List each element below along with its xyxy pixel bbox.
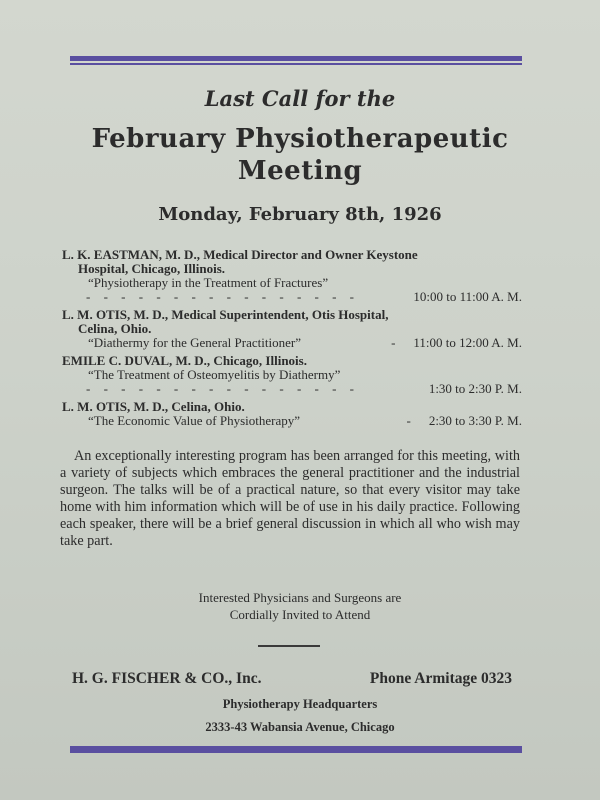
talk-time-row	[62, 382, 522, 396]
speaker-affiliation: Hospital, Chicago, Illinois.	[78, 261, 225, 276]
talk-time-row	[62, 414, 522, 428]
talk-time: 1:30 to 2:30 P. M.	[428, 381, 522, 396]
speaker-name: L. M. OTIS, M. D., Celina, Ohio.	[62, 399, 245, 414]
talk-title: “The Economic Value of Physiotherapy”	[88, 413, 301, 428]
company-address: 2333-43 Wabansia Avenue, Chicago	[205, 720, 395, 734]
talk-time: 10:00 to 11:00 A. M.	[413, 289, 522, 304]
company-tagline: Physiotherapy Headquarters	[222, 697, 378, 711]
dotted-leader: - - - - - - - - - - - - - - - -	[86, 382, 360, 396]
speaker-affiliation: Celina, Ohio.	[78, 321, 152, 336]
talk-title: “Diathermy for the General Practitioner”	[88, 335, 301, 350]
top-border-rule	[70, 56, 522, 65]
speaker-name: L. K. EASTMAN, M. D., Medical Director and Owner Keystone	[62, 247, 418, 262]
speaker-entry	[62, 308, 522, 350]
company-name: H. G. FISCHER & CO., Inc.	[72, 670, 262, 687]
company-row	[72, 670, 512, 688]
meeting-date: Monday, February 8th, 1926	[158, 204, 442, 225]
talk-time: 2:30 to 3:30 P. M.	[428, 413, 522, 428]
talk-time: 11:00 to 12:00 A. M.	[413, 335, 522, 350]
speaker-list	[62, 248, 522, 432]
speaker-name: EMILE C. DUVAL, M. D., Chicago, Illinois.	[62, 353, 307, 368]
invitation-line-1: Interested Physicians and Surgeons are	[198, 590, 402, 605]
speaker-entry	[62, 248, 522, 304]
title-line-1: February Physiotherapeutic	[91, 124, 509, 154]
talk-title: “Physiotherapy in the Treatment of Fractures”	[88, 275, 329, 290]
talk-title: “The Treatment of Osteomyelitis by Diathermy”	[88, 367, 341, 382]
invitation-line-2: Cordially Invited to Attend	[229, 607, 371, 622]
speaker-name: L. M. OTIS, M. D., Medical Superintendent, Otis Hospital,	[62, 307, 389, 322]
section-divider	[258, 645, 320, 647]
talk-time-row	[62, 336, 522, 350]
title-line-2: Meeting	[237, 156, 363, 186]
kicker-heading: Last Call for the	[204, 86, 396, 111]
speaker-entry	[62, 354, 522, 396]
program-description: An exceptionally interesting program has been arranged for this meeting, with a variety of subjects which embraces the general practitioner and the industrial surgeon. The talks will be of a practical nature, so that every visitor may take home with him information which will be of use in his daily practice. Following each speaker, there will be a brief general discussion in which all who wish may take part.	[60, 448, 520, 549]
company-phone: Phone Armitage 0323	[369, 670, 512, 687]
talk-separator: -	[391, 335, 396, 350]
talk-separator: -	[406, 413, 411, 428]
dotted-leader: - - - - - - - - - - - - - - - -	[86, 290, 360, 304]
bottom-border-rule	[70, 744, 522, 753]
speaker-entry	[62, 400, 522, 428]
talk-time-row	[62, 290, 522, 304]
